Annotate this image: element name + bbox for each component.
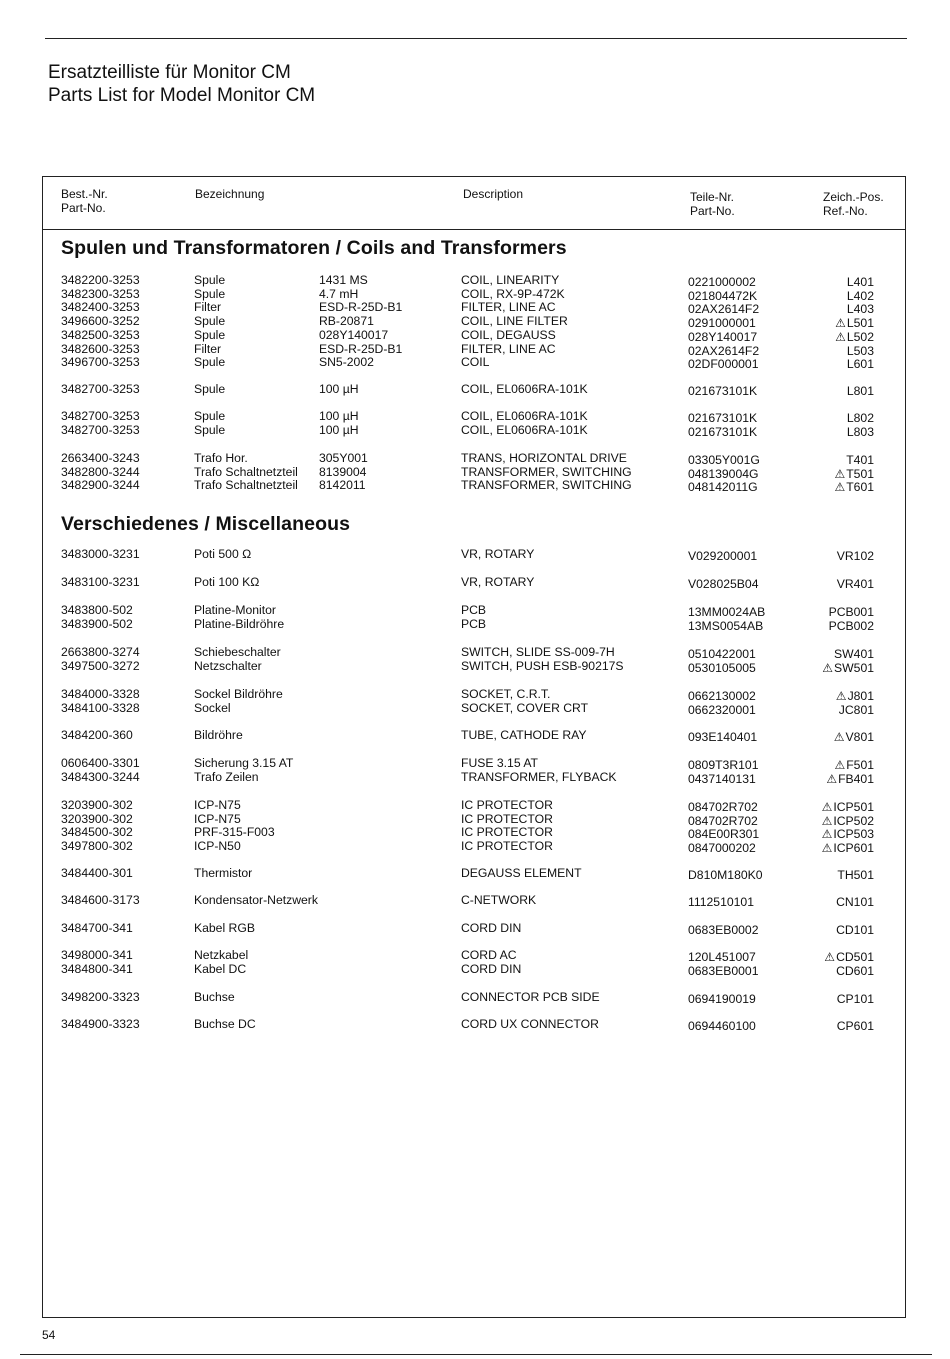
ref-label: ICP503 [833,827,874,842]
cell-ref-no [806,578,874,592]
cell-bezeichnung: Buchse DC [194,1017,256,1031]
cell-description: DEGAUSS ELEMENT [461,866,582,880]
ref-label: T401 [846,453,874,467]
ref-label: VR401 [836,577,874,591]
cell-description: PCB [461,616,487,631]
cell-best-nr: 3483100-3231 [61,575,140,589]
ref-label: L403 [846,302,874,317]
cell-teile-nr: 0694460100 [688,1019,756,1033]
cell-ref-no [806,662,874,676]
cell-ref-no [806,993,874,1007]
cell-bezeichnung: Poti 100 KΩ [194,575,260,589]
warning-triangle-icon: ⚠ [824,950,836,964]
cell-bezeichnung: Trafo Zeilen [194,769,259,784]
cell-best-nr: 3484700-341 [61,921,133,935]
cell-ref-no [806,550,874,564]
cell-bezeichnung: Spule [194,273,226,287]
cell-bezeichnung: Filter [194,341,222,356]
warning-triangle-icon: ⚠ [834,480,846,495]
ref-label: T501 [846,466,874,481]
ref-label: CP601 [836,1019,874,1033]
cell-bezeichnung: Filter [194,300,222,315]
cell-teile-nr: 02AX2614F2 [688,343,760,358]
cell-best-nr: 3484300-3244 [61,769,140,784]
cell-spec: 305Y001 [319,451,368,465]
warning-triangle-icon: ⚠ [833,730,845,744]
cell-bezeichnung: Spule [194,422,226,437]
cell-bezeichnung: Sockel Bildröhre [194,687,283,701]
cell-ref-no [806,385,874,399]
cell-ref-no [806,358,874,372]
cell-best-nr: 3482500-3253 [61,327,140,342]
cell-best-nr: 3482700-3253 [61,409,140,423]
top-rule [45,38,907,39]
cell-ref-no [806,842,874,856]
cell-description: COIL, LINE FILTER [461,314,568,329]
section-title: Spulen und Transformatoren / Coils and Transformers [61,237,567,259]
ref-label: SW501 [834,660,874,675]
warning-triangle-icon: ⚠ [834,758,846,772]
cell-teile-nr: 048142011G [688,480,758,495]
cell-bezeichnung: Spule [194,314,226,329]
cell-teile-nr: 0847000202 [688,841,756,856]
cell-bezeichnung: Sockel [194,700,231,715]
cell-teile-nr: V029200001 [688,549,758,563]
cell-description: COIL, RX-9P-472K [461,286,565,301]
cell-teile-nr: 03305Y001G [688,453,760,467]
ref-label: T601 [846,480,874,495]
cell-teile-nr: 0683EB0002 [688,923,759,937]
ref-label: JC801 [838,702,874,717]
cell-bezeichnung: Spule [194,286,226,301]
cell-description: TUBE, CATHODE RAY [461,728,587,742]
cell-best-nr: 3497800-302 [61,839,133,854]
cell-bezeichnung: ICP-N50 [194,839,241,854]
cell-best-nr: 3496700-3253 [61,355,140,370]
cell-bezeichnung: Netzschalter [194,658,262,673]
cell-description: VR, ROTARY [461,547,535,561]
cell-best-nr: 3483900-502 [61,616,133,631]
cell-bezeichnung: Buchse [194,990,235,1004]
cell-bezeichnung: Platine-Bildröhre [194,616,285,631]
cell-bezeichnung: Spule [194,355,226,370]
cell-bezeichnung: Schiebeschalter [194,645,281,659]
cell-teile-nr: 048139004G [688,466,759,481]
cell-ref-no [806,704,874,718]
cell-bezeichnung: Trafo Schaltnetzteil [194,478,298,493]
cell-best-nr: 3482800-3244 [61,464,140,479]
cell-ref-no [806,924,874,938]
header-description: Description [463,187,524,201]
cell-description: SWITCH, PUSH ESB-90217S [461,658,624,673]
cell-teile-nr: 0530105005 [688,660,756,675]
cell-description: TRANSFORMER, FLYBACK [461,769,617,784]
header-rule [43,229,905,230]
cell-bezeichnung: Trafo Schaltnetzteil [194,464,298,479]
cell-bezeichnung: Trafo Hor. [194,451,248,465]
cell-description: TRANS, HORIZONTAL DRIVE [461,451,627,465]
warning-triangle-icon: ⚠ [821,813,833,828]
cell-bezeichnung: Poti 500 Ω [194,547,252,561]
cell-description: CORD DIN [461,961,522,976]
cell-description: IC PROTECTOR [461,825,553,840]
cell-description: TRANSFORMER, SWITCHING [461,464,632,479]
section-title: Verschiedenes / Miscellaneous [61,513,351,535]
cell-description: PCB [461,603,487,617]
cell-bezeichnung: Spule [194,327,226,342]
cell-best-nr: 3482700-3253 [61,382,140,396]
cell-best-nr: 3482700-3253 [61,422,140,437]
cell-bezeichnung: Netzkabel [194,948,249,962]
cell-description: C-NETWORK [461,893,537,907]
ref-label: CD501 [836,950,874,964]
cell-best-nr: 3484600-3173 [61,893,140,907]
cell-best-nr: 3482200-3253 [61,273,140,287]
cell-teile-nr: 0662320001 [688,702,756,717]
cell-ref-no [806,481,874,495]
cell-description: VR, ROTARY [461,575,535,589]
cell-bezeichnung: PRF-315-F003 [194,825,275,840]
cell-teile-nr: 0291000001 [688,316,756,331]
cell-teile-nr: 084E00R301 [688,827,760,842]
cell-best-nr: 3496600-3252 [61,314,140,329]
cell-description: TRANSFORMER, SWITCHING [461,478,632,493]
cell-best-nr: 3497500-3272 [61,658,140,673]
cell-bezeichnung: ICP-N75 [194,798,241,812]
cell-spec: ESD-R-25D-B1 [319,341,403,356]
ref-label: CD101 [836,923,874,937]
warning-triangle-icon: ⚠ [822,660,834,675]
cell-best-nr: 3483000-3231 [61,547,140,561]
ref-label: SW401 [834,647,874,661]
cell-teile-nr: 1112510101 [688,895,754,909]
cell-description: COIL, EL0606RA-101K [461,409,588,423]
cell-best-nr: 3482600-3253 [61,341,140,356]
header-bezeichnung: Bezeichnung [195,187,265,201]
ref-label: L502 [846,329,874,344]
ref-label: L401 [846,275,874,289]
cell-teile-nr: 02DF000001 [688,357,759,372]
warning-triangle-icon: ⚠ [821,800,833,814]
cell-best-nr: 3498200-3323 [61,990,140,1004]
ref-label: L501 [846,316,874,331]
parts-table-frame [42,176,906,1318]
cell-spec: 028Y140017 [319,327,389,342]
cell-teile-nr: 021804472K [688,288,758,303]
cell-best-nr: 3482400-3253 [61,300,140,315]
warning-triangle-icon: ⚠ [835,316,846,331]
cell-best-nr: 0606400-3301 [61,756,140,770]
ref-label: V801 [845,730,874,744]
cell-bezeichnung: Kabel DC [194,961,247,976]
ref-label: CP101 [836,992,874,1006]
ref-label: L402 [846,288,874,303]
cell-ref-no [806,965,874,979]
header-best-nr: Best.-Nr. Part-No. [61,187,108,215]
ref-label: PCB002 [828,618,874,633]
ref-label: L802 [846,411,874,425]
cell-spec: 4.7 mH [319,286,359,301]
cell-ref-no [806,896,874,910]
ref-label: ICP502 [833,813,874,828]
cell-ref-no [806,1020,874,1034]
cell-spec: 8142011 [319,478,366,493]
title-english: Parts List for Model Monitor CM [48,85,316,106]
cell-description: COIL [461,355,490,370]
cell-best-nr: 3484500-302 [61,825,133,840]
warning-triangle-icon: ⚠ [834,466,846,481]
ref-label: ICP601 [833,841,874,856]
cell-best-nr: 3203900-302 [61,798,133,812]
cell-best-nr: 3484800-341 [61,961,133,976]
cell-best-nr: 2663800-3274 [61,645,140,659]
cell-description: CORD DIN [461,921,522,935]
cell-best-nr: 3484000-3328 [61,687,140,701]
cell-description: FILTER, LINE AC [461,300,556,315]
cell-ref-no [806,869,874,883]
header-teile-nr: Teile-Nr. Part-No. [690,190,735,218]
cell-bezeichnung: Bildröhre [194,728,243,742]
cell-best-nr: 3483800-502 [61,603,133,617]
cell-bezeichnung: Kabel RGB [194,921,255,935]
cell-bezeichnung: Kondensator-Netzwerk [194,893,318,907]
cell-ref-no [806,773,874,787]
cell-bezeichnung: Thermistor [194,866,253,880]
cell-teile-nr: 0809T3R101 [688,758,759,772]
page-title [48,61,315,107]
warning-triangle-icon: ⚠ [821,827,833,842]
ref-label: PCB001 [828,605,874,619]
cell-best-nr: 3482300-3253 [61,286,140,301]
cell-description: CORD AC [461,948,517,962]
cell-description: IC PROTECTOR [461,798,553,812]
cell-teile-nr: 0437140131 [688,771,756,786]
header-zeich-pos: Zeich.-Pos. Ref.-No. [823,190,884,218]
cell-spec: 100 µH [319,409,359,423]
cell-teile-nr: D810M180K0 [688,868,763,882]
cell-teile-nr: 084702R702 [688,800,758,814]
cell-ref-no [806,426,874,440]
cell-teile-nr: 13MS0054AB [688,618,764,633]
cell-spec: ESD-R-25D-B1 [319,300,403,315]
cell-description: COIL, DEGAUSS [461,327,556,342]
cell-description: FUSE 3.15 AT [461,756,538,770]
title-german: Ersatzteilliste für Monitor CM [48,62,291,83]
cell-best-nr: 3484200-360 [61,728,133,742]
cell-bezeichnung: Platine-Monitor [194,603,276,617]
cell-description: IC PROTECTOR [461,839,553,854]
cell-description: COIL, EL0606RA-101K [461,382,588,396]
cell-best-nr: 3498000-341 [61,948,133,962]
ref-label: L801 [846,384,874,398]
cell-description: SOCKET, COVER CRT [461,700,589,715]
ref-label: L503 [846,343,874,358]
cell-teile-nr: V028025B04 [688,577,759,591]
cell-description: CORD UX CONNECTOR [461,1017,599,1031]
cell-teile-nr: 0683EB0001 [688,963,759,978]
ref-label: ICP501 [833,800,874,814]
cell-best-nr: 3484900-3323 [61,1017,140,1031]
cell-bezeichnung: Spule [194,409,226,423]
cell-description: COIL, EL0606RA-101K [461,422,588,437]
ref-label: CD601 [836,963,874,978]
cell-best-nr: 2663400-3243 [61,451,140,465]
ref-label: L803 [846,424,874,439]
warning-triangle-icon: ⚠ [821,841,833,856]
cell-bezeichnung: Sicherung 3.15 AT [194,756,294,770]
cell-teile-nr: 120L451007 [688,950,756,964]
cell-spec: 100 µH [319,422,359,437]
cell-spec: 8139004 [319,464,367,479]
cell-best-nr: 3484100-3328 [61,700,140,715]
cell-spec: 1431 MS [319,273,368,287]
cell-teile-nr: 0510422001 [688,647,756,661]
footer-rule [20,1354,932,1355]
cell-bezeichnung: ICP-N75 [194,811,241,826]
cell-best-nr: 3203900-302 [61,811,133,826]
ref-label: TH501 [837,868,874,882]
cell-teile-nr: 093E140401 [688,730,758,744]
ref-label: F501 [846,758,874,772]
cell-ref-no [806,731,874,745]
cell-teile-nr: 028Y140017 [688,329,758,344]
cell-ref-no [806,620,874,634]
cell-description: COIL, LINEARITY [461,273,560,287]
cell-teile-nr: 02AX2614F2 [688,302,760,317]
cell-description: SWITCH, SLIDE SS-009-7H [461,645,615,659]
ref-label: FB401 [838,771,874,786]
cell-spec: RB-20871 [319,314,374,329]
ref-label: J801 [847,689,874,703]
ref-label: L601 [846,357,874,372]
cell-bezeichnung: Spule [194,382,226,396]
ref-label: CN101 [836,895,874,909]
warning-triangle-icon: ⚠ [826,771,838,786]
cell-teile-nr: 13MM0024AB [688,605,766,619]
cell-spec: SN5-2002 [319,355,374,370]
cell-best-nr: 3484400-301 [61,866,133,880]
warning-triangle-icon: ⚠ [835,689,847,703]
cell-teile-nr: 0694190019 [688,992,756,1006]
cell-teile-nr: 0662130002 [688,689,756,703]
cell-teile-nr: 084702R702 [688,813,758,828]
warning-triangle-icon: ⚠ [835,329,846,344]
cell-description: SOCKET, C.R.T. [461,687,551,701]
cell-description: CONNECTOR PCB SIDE [461,990,600,1004]
cell-teile-nr: 021673101K [688,411,758,425]
cell-description: FILTER, LINE AC [461,341,556,356]
ref-label: VR102 [836,549,874,563]
cell-spec: 100 µH [319,382,359,396]
cell-teile-nr: 0221000002 [688,275,756,289]
cell-teile-nr: 021673101K [688,384,758,398]
cell-teile-nr: 021673101K [688,424,758,439]
cell-best-nr: 3482900-3244 [61,478,140,493]
cell-description: IC PROTECTOR [461,811,553,826]
page-number: 54 [42,1328,56,1342]
